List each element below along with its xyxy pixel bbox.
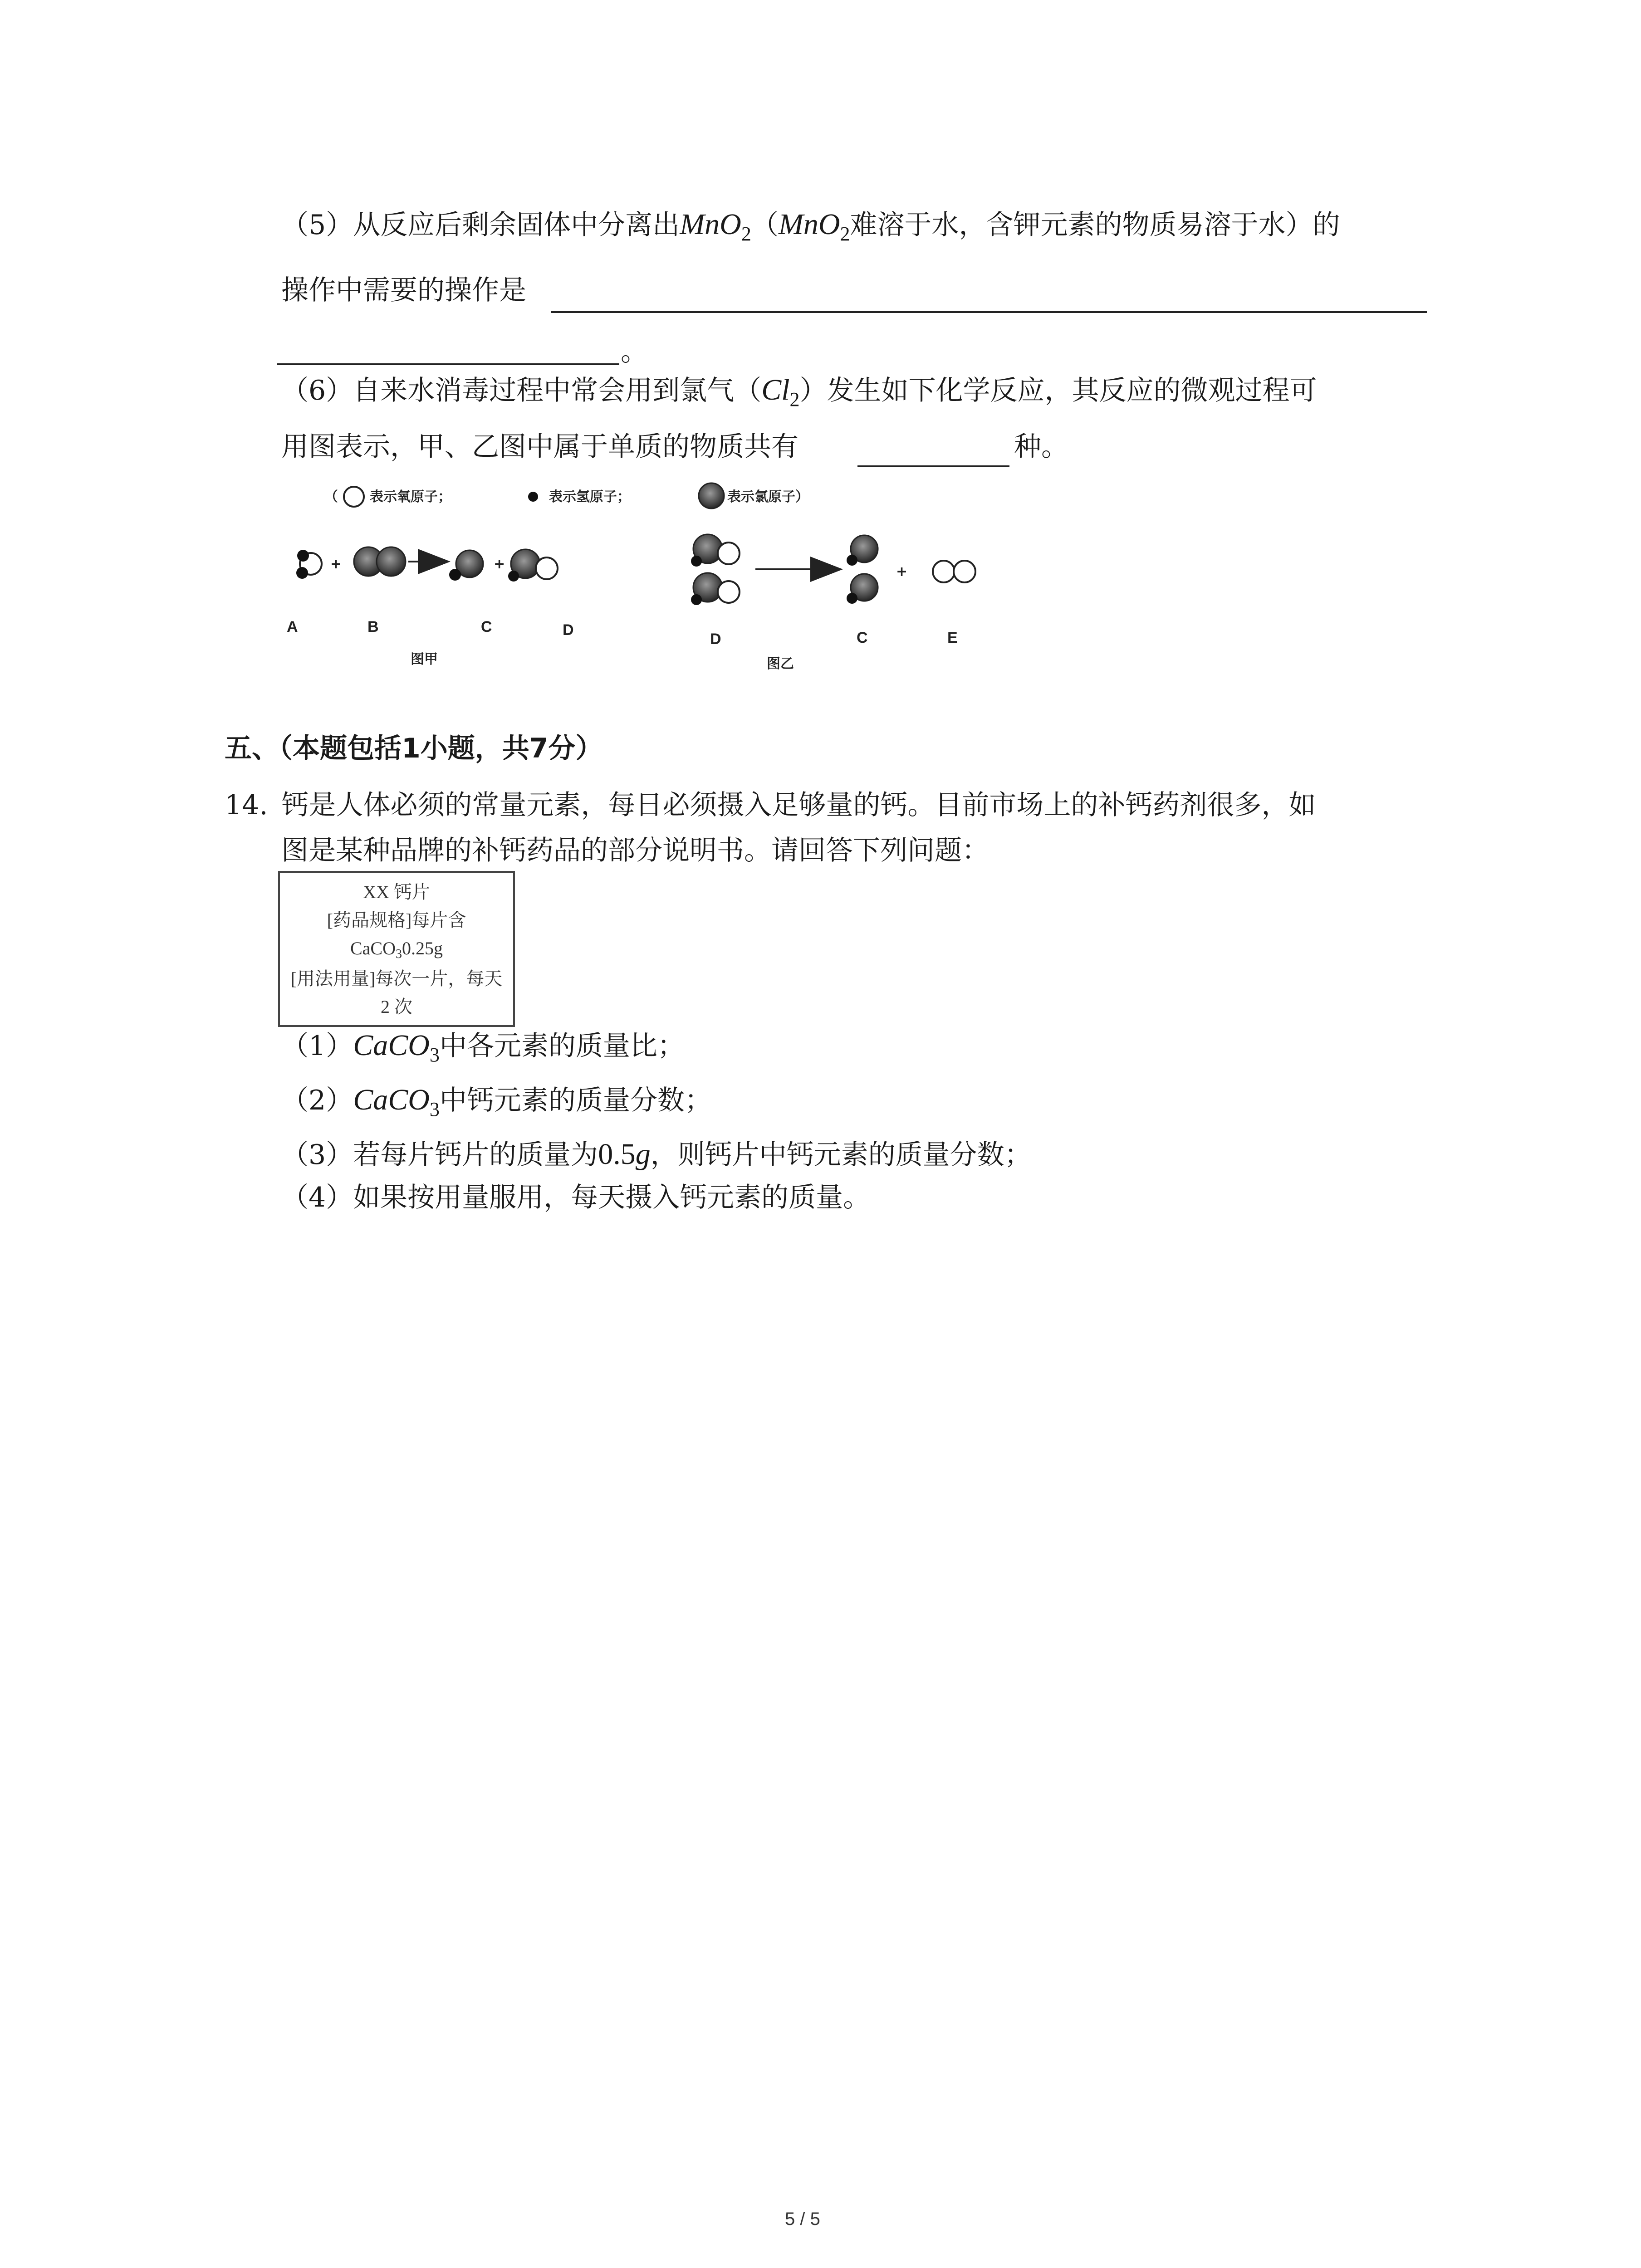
label-row4: [用法用量]每次一片，每天 (290, 968, 503, 989)
plus-jia-2: + (494, 556, 505, 572)
q14-line2: 图是某种品牌的补钙药品的部分说明书。请回答下列问题： (281, 835, 989, 866)
plus-yi: + (896, 564, 908, 580)
caption-yi: 图乙 (767, 656, 794, 672)
answer-blank-5b[interactable] (277, 333, 619, 365)
legend-open: （ (324, 489, 338, 505)
legend-chlorine-text: 表示氯原子） (727, 489, 809, 505)
label-row3: CaCO$_3$0.25g (350, 938, 443, 961)
legend-hydrogen-icon (528, 492, 538, 502)
q14-line1: 14. 钙是人体必须的常量元素，每日必须摄入足够量的钙。目前市场上的补钙药剂很多，如 (225, 789, 1316, 821)
reaction-figure (272, 479, 1043, 687)
label-yi-D: D (710, 631, 721, 648)
q13-6-line2-end: 种。 (1014, 431, 1068, 463)
q14-sub1: （1）CaCO$_3$中各元素的质量比； (281, 1029, 685, 1066)
molecule-B-icon (354, 547, 406, 576)
label-yi-C: C (857, 629, 868, 646)
page-number: 5 / 5 (785, 2209, 820, 2229)
answer-blank-6[interactable] (857, 435, 1009, 467)
q13-5-line2: 操作中需要的操作是 (281, 274, 526, 306)
molecule-A-icon (296, 550, 322, 579)
medicine-label-box (278, 871, 515, 1027)
molecule-D-icon (508, 549, 558, 582)
label-row5: 2 次 (381, 997, 412, 1017)
caption-jia: 图甲 (411, 651, 438, 667)
label-D: D (563, 621, 574, 639)
figure-legend (324, 483, 809, 508)
q14-sub2: （2）CaCO$_3$中钙元素的质量分数； (281, 1083, 712, 1120)
legend-oxygen-icon (344, 487, 364, 507)
label-yi-E: E (947, 629, 958, 646)
label-C: C (481, 618, 492, 635)
q13-6-line2: 用图表示，甲、乙图中属于单质的物质共有 (281, 431, 798, 463)
label-B: B (367, 618, 379, 635)
molecule-D-top-icon (691, 534, 740, 567)
plus-jia-1: + (330, 556, 342, 572)
q14-sub3: （3）若每片钙片的质量为0.5g，则钙片中钙元素的质量分数； (281, 1138, 1032, 1171)
q13-5-line3-end: 。 (621, 336, 648, 367)
label-row1: XX 钙片 (363, 882, 430, 902)
legend-hydrogen-text: 表示氢原子； (549, 489, 631, 505)
label-A: A (287, 618, 298, 635)
label-row2: [药品规格]每片含 (327, 910, 466, 930)
q13-5-line1: （5）从反应后剩余固体中分离出MnO$_2$（MnO$_2$难溶于水，含钾元素的物质易溶于水）的 (281, 208, 1340, 245)
answer-blank-5a[interactable] (551, 281, 1427, 313)
molecule-D-bottom-icon (691, 573, 740, 605)
molecule-C-bottom-icon (847, 574, 878, 604)
figure-jia (287, 547, 574, 667)
section5-heading: 五、（本题包括1小题，共7分） (225, 733, 603, 764)
q14-sub4: （4）如果按用量服用，每天摄入钙元素的质量。 (281, 1182, 871, 1213)
legend-oxygen-text: 表示氧原子； (370, 489, 451, 505)
legend-chlorine-icon (699, 483, 724, 508)
figure-yi (691, 534, 975, 672)
molecule-E-icon (933, 561, 975, 582)
molecule-C-top-icon (847, 535, 878, 566)
q13-6-line1: （6）自来水消毒过程中常会用到氯气$(Cl_2)$发生如下化学反应，其反应的微观过程可 (281, 373, 1317, 411)
molecule-C-icon (449, 550, 483, 581)
